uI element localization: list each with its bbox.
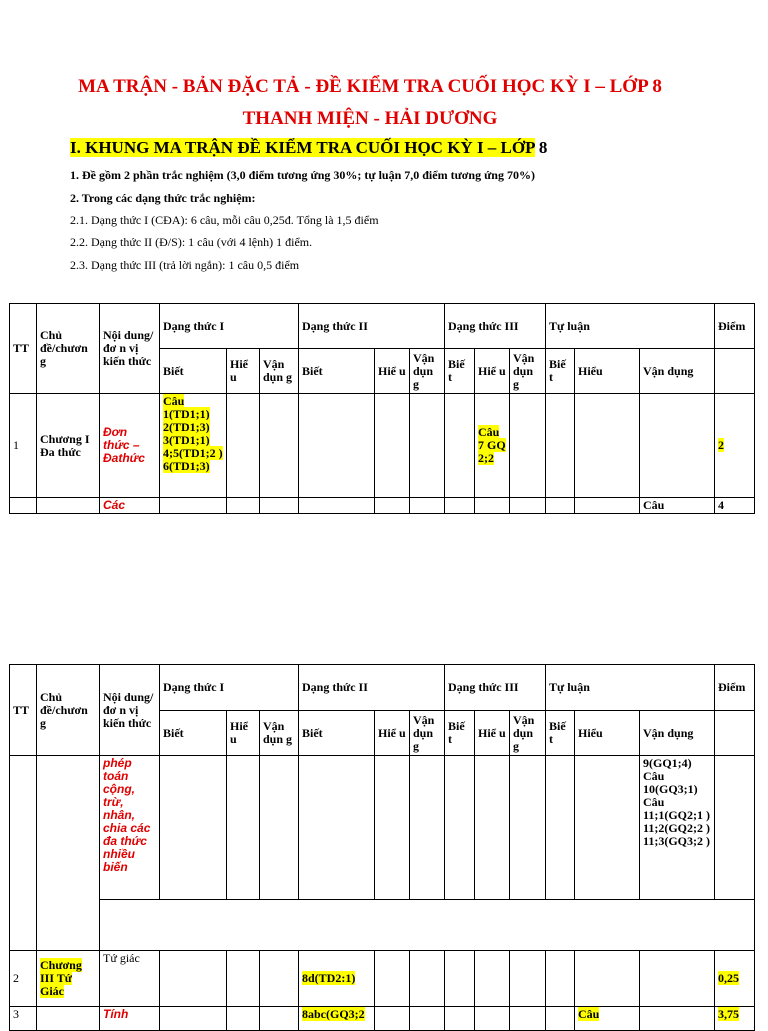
cell-tt: 1	[10, 394, 37, 498]
header-noi-dung: Nội dung/đơ n vị kiến thức	[100, 665, 160, 756]
cell-empty	[260, 498, 299, 514]
cell-noi-dung: Tứ giác	[100, 951, 160, 1007]
cell-tt: 3	[10, 1007, 37, 1031]
header-empty	[715, 349, 755, 394]
section-heading-text: I. KHUNG MA TRẬN ĐỀ KIỂM TRA CUỐI HỌC KỲ I – LỚP	[70, 138, 535, 157]
cell-empty	[299, 498, 375, 514]
cell-empty	[475, 1007, 510, 1031]
cell-empty	[410, 951, 445, 1007]
cell-empty	[640, 951, 715, 1007]
header-van-dung: Vận dụng	[640, 349, 715, 394]
cell-empty	[375, 498, 410, 514]
section-heading	[70, 138, 547, 158]
header-van-dung: Vận dụn g	[260, 711, 299, 756]
header-dang-thuc-3: Dạng thức III	[445, 304, 546, 349]
question-list: Câu 1(TD1;1) 2(TD1;3) 3(TD1;1) 4;5(TD1;2 ) 6(TD1;3)	[163, 394, 223, 473]
header-van-dung: Vận dụn g	[260, 349, 299, 394]
question-list: Câu 7 GQ 2;2	[478, 425, 506, 465]
cell-empty	[575, 498, 640, 514]
cell-empty	[410, 756, 445, 900]
cell-empty	[160, 951, 227, 1007]
header-hieu: Hiể u	[227, 711, 260, 756]
cell-empty	[445, 756, 475, 900]
question-list: 8d(TD2:1)	[302, 971, 356, 985]
header-diem: Điểm	[715, 304, 755, 349]
cell-empty	[546, 498, 575, 514]
cell-empty	[546, 394, 575, 498]
table-row	[10, 951, 755, 1007]
cell-empty	[410, 394, 445, 498]
header-tu-luan: Tự luận	[546, 304, 715, 349]
cell-empty	[299, 756, 375, 900]
cell-chu-de	[37, 951, 100, 1007]
cell-tu-luan-vd: 9(GQ1;4) Câu 10(GQ3;1) Câu 11;1(GQ2;1 ) 11;2(GQ2;2 ) 11;3(GQ3;2 )	[640, 756, 715, 900]
note-2: 2. Trong các dạng thức trắc nghiệm:	[70, 191, 256, 205]
cell-empty	[260, 394, 299, 498]
cell-empty	[160, 756, 227, 900]
question-list: 8abc(GQ3;2	[302, 1007, 365, 1021]
header-van-dung: Vận dụn g	[510, 711, 546, 756]
note-2-2: 2.2. Dạng thức II (Đ/S): 1 câu (với 4 lệnh) 1 điểm.	[70, 235, 313, 249]
cell-empty	[260, 756, 299, 900]
cell-diem: 4	[715, 498, 755, 514]
cell-diem	[715, 394, 755, 498]
cell-dt1-biet	[160, 394, 227, 498]
cell-empty	[510, 951, 546, 1007]
cell-empty	[445, 1007, 475, 1031]
cell-empty	[445, 498, 475, 514]
cell-empty	[510, 756, 546, 900]
cell-empty	[575, 756, 640, 900]
cell-empty	[10, 756, 37, 951]
cell-empty	[227, 498, 260, 514]
cell-empty	[445, 394, 475, 498]
cell-empty	[227, 756, 260, 900]
cell-empty	[227, 951, 260, 1007]
header-biet: Biế t	[546, 349, 575, 394]
table-row	[10, 394, 755, 498]
question-list: Câu	[578, 1007, 600, 1021]
cell-empty	[227, 394, 260, 498]
header-hieu: Hiể u	[475, 711, 510, 756]
header-tu-luan: Tự luận	[546, 665, 715, 711]
cell-noi-dung: Tính	[100, 1007, 160, 1031]
section-heading-grade: 8	[534, 138, 548, 157]
cell-empty	[546, 1007, 575, 1031]
table-row	[10, 498, 755, 514]
cell-empty	[575, 951, 640, 1007]
cell-tu-luan-vd: Câu	[640, 498, 715, 514]
cell-empty	[445, 951, 475, 1007]
cell-empty	[37, 756, 100, 951]
cell-diem	[715, 951, 755, 1007]
cell-empty	[227, 1007, 260, 1031]
header-biet: Biết	[299, 349, 375, 394]
matrix-table-1	[9, 303, 755, 514]
cell-tt: 2	[10, 951, 37, 1007]
header-tt: TT	[10, 304, 37, 394]
header-dang-thuc-3: Dạng thức III	[445, 665, 546, 711]
table-row	[10, 1007, 755, 1031]
cell-empty	[375, 1007, 410, 1031]
cell-empty	[410, 1007, 445, 1031]
header-empty	[715, 711, 755, 756]
header-chu-de: Chủ đề/chươn g	[37, 304, 100, 394]
cell-empty	[510, 1007, 546, 1031]
header-biet: Biết	[299, 711, 375, 756]
header-hieu: Hiể u	[227, 349, 260, 394]
header-van-dung: Vận dụn g	[510, 349, 546, 394]
header-biet: Biế t	[445, 349, 475, 394]
score: 0,25	[718, 971, 739, 985]
document-title: MA TRẬN - BẢN ĐẶC TẢ - ĐỀ KIỂM TRA CUỐI HỌC KỲ I – LỚP 8	[78, 76, 662, 97]
header-biet: Biế t	[445, 711, 475, 756]
note-1: 1. Đề gồm 2 phần trắc nghiệm (3,0 điểm tương ứng 30%; tự luận 7,0 điểm tương ứng 70%)	[70, 168, 535, 182]
cell-empty	[475, 498, 510, 514]
cell-empty	[510, 498, 546, 514]
cell-empty	[299, 394, 375, 498]
header-van-dung: Vận dụng	[640, 711, 715, 756]
table-row	[10, 756, 755, 900]
cell-empty	[546, 756, 575, 900]
header-van-dung: Vận dụn g	[410, 349, 445, 394]
note-2-3: 2.3. Dạng thức III (trả lời ngắn): 1 câu 0,5 điểm	[70, 258, 300, 272]
header-chu-de: Chủ đề/chươn g	[37, 665, 100, 756]
matrix-table-2	[9, 664, 755, 1031]
header-tt: TT	[10, 665, 37, 756]
cell-empty	[37, 498, 100, 514]
header-dang-thuc-1: Dạng thức I	[160, 304, 299, 349]
header-hieu: Hiể u	[375, 349, 410, 394]
header-biet: Biế t	[546, 711, 575, 756]
header-hieu: Hiểu	[575, 349, 640, 394]
cell-empty	[475, 951, 510, 1007]
cell-empty	[375, 756, 410, 900]
note-2-1: 2.1. Dạng thức I (CĐA): 6 câu, mỗi câu 0,25đ. Tổng là 1,5 điểm	[70, 213, 379, 227]
cell-empty	[640, 1007, 715, 1031]
header-dang-thuc-2: Dạng thức II	[299, 304, 445, 349]
cell-empty	[640, 394, 715, 498]
cell-dt2-biet	[299, 1007, 375, 1031]
header-diem: Điểm	[715, 665, 755, 711]
cell-diem	[715, 1007, 755, 1031]
cell-dt2-biet	[299, 951, 375, 1007]
header-hieu: Hiể u	[475, 349, 510, 394]
header-noi-dung: Nội dung/đơ n vị kiến thức	[100, 304, 160, 394]
cell-empty	[260, 1007, 299, 1031]
header-dang-thuc-1: Dạng thức I	[160, 665, 299, 711]
cell-empty	[37, 1007, 100, 1031]
document-subtitle: THANH MIỆN - HẢI DƯƠNG	[242, 108, 498, 129]
cell-empty	[260, 951, 299, 1007]
cell-empty	[160, 498, 227, 514]
cell-empty	[375, 394, 410, 498]
cell-empty	[575, 394, 640, 498]
cell-empty	[410, 498, 445, 514]
cell-empty	[100, 900, 755, 951]
cell-empty	[510, 394, 546, 498]
cell-empty	[375, 951, 410, 1007]
cell-empty	[475, 756, 510, 900]
header-hieu: Hiể u	[375, 711, 410, 756]
cell-tu-luan-hieu	[575, 1007, 640, 1031]
cell-chu-de: Chương I Đa thức	[37, 394, 100, 498]
cell-empty	[10, 498, 37, 514]
header-biet: Biết	[160, 349, 227, 394]
chapter-name: Chương III Tứ Giác	[40, 958, 82, 998]
table-row	[10, 900, 755, 951]
cell-dt3-hieu	[475, 394, 510, 498]
header-hieu: Hiểu	[575, 711, 640, 756]
cell-noi-dung: Đơn thức – Đathức	[100, 394, 160, 498]
header-biet: Biết	[160, 711, 227, 756]
score: 3,75	[718, 1007, 739, 1021]
header-dang-thuc-2: Dạng thức II	[299, 665, 445, 711]
cell-noi-dung: Các	[100, 498, 160, 514]
score: 2	[718, 438, 724, 452]
cell-empty	[715, 756, 755, 900]
header-van-dung: Vận dụn g	[410, 711, 445, 756]
cell-noi-dung: phép toán cộng, trừ, nhân, chia các đa thức nhiều biến	[100, 756, 160, 900]
cell-empty	[160, 1007, 227, 1031]
cell-empty	[546, 951, 575, 1007]
